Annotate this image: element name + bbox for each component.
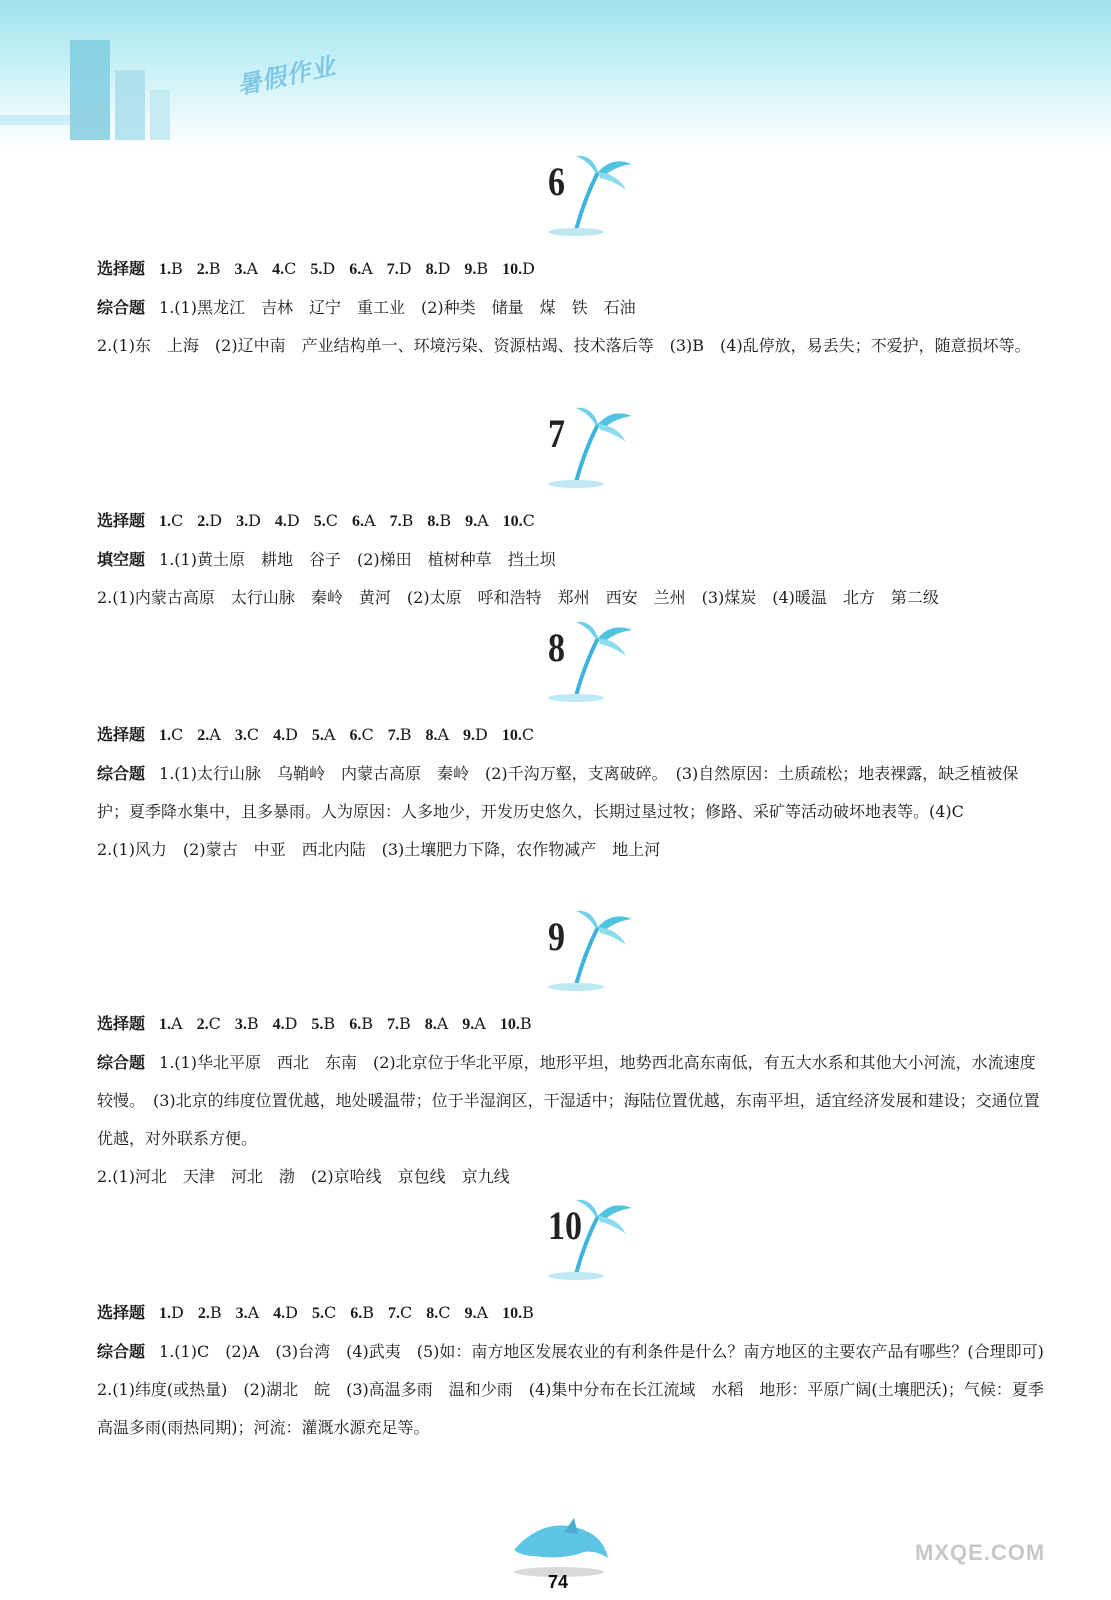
answer-text: 2.(1)东 上海 (2)辽中南 产业结构单一、环境污染、资源枯竭、技术落后等 (3)B (4)乱停放，易丢失；不爱护，随意损坏等。 <box>97 336 1031 355</box>
choice-answer <box>159 259 183 278</box>
answer-letter: D <box>285 1303 298 1322</box>
question-number: 1. <box>159 727 172 744</box>
question-number: 9. <box>465 513 478 530</box>
answer-letter: D <box>437 259 451 278</box>
answer-letter: C <box>325 511 338 530</box>
answer-letter: C <box>522 511 535 530</box>
answer-letter: D <box>171 1303 184 1322</box>
question-number: 5. <box>310 261 323 278</box>
answer-line <box>97 1005 1047 1044</box>
answer-letter: A <box>361 259 373 278</box>
choice-answer <box>235 725 259 744</box>
choice-answer <box>387 259 412 278</box>
answer-line <box>97 502 1047 541</box>
choice-answer <box>425 725 449 744</box>
answer-line <box>97 1044 1047 1158</box>
section-number: 7 <box>548 411 565 456</box>
answer-letter: A <box>247 1303 260 1322</box>
choice-answer <box>350 1303 374 1322</box>
choice-answer <box>235 259 259 278</box>
choice-answer <box>312 725 336 744</box>
choice-answer <box>464 259 488 278</box>
answer-line <box>97 579 1047 617</box>
section-header <box>0 616 1111 716</box>
question-number: 10. <box>502 1305 523 1322</box>
answer-letter: A <box>436 1014 449 1033</box>
answer-line <box>97 1294 1047 1333</box>
choice-answer <box>272 259 296 278</box>
answer-letter: B <box>401 511 414 530</box>
question-number: 6. <box>349 1016 362 1033</box>
choice-answer <box>465 1303 489 1322</box>
answer-letter: B <box>398 1014 411 1033</box>
choice-answer <box>197 511 222 530</box>
header-building-art <box>0 0 400 150</box>
section-number: 10 <box>548 1203 582 1248</box>
question-type-label: 填空题 <box>97 550 146 569</box>
question-number: 2. <box>197 513 210 530</box>
question-number: 5. <box>311 727 324 744</box>
answer-line <box>97 250 1047 289</box>
choice-answer <box>159 1014 183 1033</box>
question-type-label: 选择题 <box>97 1303 146 1322</box>
choice-answer <box>236 511 261 530</box>
answer-letter: C <box>400 1303 413 1322</box>
choice-answer <box>502 259 535 278</box>
answer-letter: B <box>439 511 452 530</box>
section-header <box>0 150 1111 250</box>
answer-letter: B <box>361 1014 373 1033</box>
answer-letter: B <box>362 1303 375 1322</box>
answer-letter: C <box>521 725 535 744</box>
question-number: 1. <box>159 261 172 278</box>
answer-letter: B <box>522 1303 534 1322</box>
answer-text: 1.(1)华北平原 西北 东南 (2)北京位于华北平原，地形平坦，地势西北高东南低，有五大水系和其他大小河流，水流速度较慢。 (3)北京的纬度位置优越，地处暖温带；位于半湿润区，干湿适中；海陆位置优越，东南平坦，适宜经济发展和建设；交通位置优越，对外联系方便。 <box>97 1053 1040 1148</box>
answer-text: 1.(1)太行山脉 乌鞘岭 内蒙古高原 秦岭 (2)千沟万壑，支离破碎。 (3)自然原因：土质疏松；地表裸露，缺乏植被保护；夏季降水集中，且多暴雨。人为原因：人多地少，开发历史悠久，长期过垦过牧；修路、采矿等活动破坏地表等。(4)C <box>97 764 1019 821</box>
section-10 <box>0 1194 1111 1447</box>
answer-line <box>97 1333 1047 1371</box>
question-number: 7. <box>388 1305 401 1322</box>
question-number: 4. <box>274 513 287 530</box>
answer-letter: C <box>284 259 297 278</box>
answer-letter: A <box>246 259 259 278</box>
answer-letter: A <box>474 1014 486 1033</box>
answer-letter: C <box>246 725 260 744</box>
choice-answer <box>197 259 221 278</box>
question-number: 2. <box>197 727 210 744</box>
choice-answer <box>159 725 183 744</box>
answer-letter: C <box>208 1014 221 1033</box>
choice-answer <box>352 511 376 530</box>
section-number: 6 <box>548 159 565 204</box>
choice-answer <box>427 511 451 530</box>
watermark: MXQE.COM <box>915 1540 1046 1565</box>
choice-answer <box>349 259 373 278</box>
choice-answer <box>426 259 451 278</box>
answer-line <box>97 327 1047 365</box>
choice-answer <box>311 1014 335 1033</box>
section-9 <box>0 905 1111 1196</box>
choice-answer <box>312 1303 336 1322</box>
answer-text: 2.(1)河北 天津 河北 渤 (2)京哈线 京包线 京九线 <box>97 1167 510 1186</box>
answer-text: 2.(1)风力 (2)蒙古 中亚 西北内陆 (3)土壤肥力下降，农作物减产 地上河 <box>97 840 661 859</box>
answer-letter: D <box>285 725 298 744</box>
answer-letter: B <box>399 725 412 744</box>
answer-letter: D <box>284 1014 298 1033</box>
question-number: 1. <box>159 1305 172 1322</box>
choice-answer <box>502 725 534 744</box>
question-type-label: 选择题 <box>97 259 146 278</box>
choice-answer <box>310 259 335 278</box>
question-number: 2. <box>197 1305 210 1322</box>
answer-letter: C <box>361 725 374 744</box>
question-number: 8. <box>424 1016 437 1033</box>
question-number: 8. <box>425 261 438 278</box>
choice-answer <box>425 1014 449 1033</box>
choice-answer <box>349 725 373 744</box>
question-number: 7. <box>386 1016 399 1033</box>
answer-line <box>97 716 1047 755</box>
section-header <box>0 1194 1111 1294</box>
question-number: 3. <box>234 1016 247 1033</box>
question-number: 6. <box>352 513 364 530</box>
question-number: 3. <box>236 513 249 530</box>
answer-letter: C <box>171 725 184 744</box>
question-type-label: 选择题 <box>97 725 146 744</box>
question-number: 1. <box>159 513 172 530</box>
question-number: 4. <box>273 1305 286 1322</box>
answer-letter: D <box>322 259 336 278</box>
section-7 <box>0 402 1111 617</box>
choice-answer <box>275 511 300 530</box>
question-number: 4. <box>272 261 285 278</box>
choice-answer <box>465 511 489 530</box>
answer-letter: C <box>438 1303 451 1322</box>
answer-line <box>97 1158 1047 1196</box>
answer-letter: D <box>398 259 412 278</box>
answer-letter: D <box>248 511 261 530</box>
choice-answer <box>198 1303 222 1322</box>
question-number: 5. <box>312 1305 324 1322</box>
choice-answer <box>426 1303 450 1322</box>
choice-answer <box>273 1014 298 1033</box>
answer-letter: A <box>476 1303 489 1322</box>
choice-answer <box>159 511 183 530</box>
answer-letter: A <box>171 1014 183 1033</box>
answer-text: 2.(1)内蒙古高原 太行山脉 秦岭 黄河 (2)太原 呼和浩特 郑州 西安 兰州 (3)煤炭 (4)暖温 北方 第二级 <box>97 588 939 607</box>
question-type-label: 综合题 <box>97 298 146 317</box>
question-type-label: 选择题 <box>97 1014 146 1033</box>
answer-line <box>97 289 1047 327</box>
answer-text: 1.(1)黄土原 耕地 谷子 (2)梯田 植树种草 挡土坝 <box>159 550 556 569</box>
section-8 <box>0 616 1111 869</box>
answer-letter: B <box>519 1014 532 1033</box>
answer-letter: D <box>209 511 223 530</box>
section-header <box>0 402 1111 502</box>
answer-letter: A <box>364 511 376 530</box>
section-number: 9 <box>548 914 565 959</box>
choice-answer <box>463 725 488 744</box>
question-number: 6. <box>349 261 362 278</box>
choice-answer <box>502 1303 534 1322</box>
answer-letter: D <box>286 511 300 530</box>
question-type-label: 综合题 <box>97 1342 146 1361</box>
choice-answer <box>462 1014 486 1033</box>
question-number: 10. <box>499 1016 520 1033</box>
answer-letter: B <box>476 259 489 278</box>
answer-line <box>97 831 1047 869</box>
answer-letter: B <box>208 259 221 278</box>
choice-answer <box>503 511 535 530</box>
answer-line <box>97 541 1047 579</box>
question-number: 2. <box>196 261 209 278</box>
answer-line <box>97 755 1047 831</box>
question-number: 10. <box>501 727 522 744</box>
section-number: 8 <box>548 625 565 670</box>
question-number: 9. <box>463 727 476 744</box>
answer-letter: A <box>209 725 221 744</box>
question-number: 4. <box>273 727 286 744</box>
section-6 <box>0 150 1111 365</box>
choice-answer <box>314 511 338 530</box>
question-number: 3. <box>234 261 247 278</box>
answer-letter: B <box>209 1303 222 1322</box>
choice-answer <box>388 725 412 744</box>
question-number: 1. <box>159 1016 172 1033</box>
choice-answer <box>349 1014 373 1033</box>
question-number: 8. <box>426 1305 439 1322</box>
choice-answer <box>273 725 298 744</box>
question-number: 7. <box>387 727 400 744</box>
question-number: 9. <box>462 1016 475 1033</box>
choice-answer <box>273 1303 298 1322</box>
answer-text: 1.(1)C (2)A (3)台湾 (4)武夷 (5)如：南方地区发展农业的有利条件是什么？南方地区的主要农产品有哪些？(合理即可) <box>159 1342 1044 1361</box>
choice-answer <box>197 725 221 744</box>
question-number: 3. <box>234 727 247 744</box>
question-number: 2. <box>196 1016 209 1033</box>
question-number: 3. <box>235 1305 248 1322</box>
question-number: 8. <box>427 513 440 530</box>
answer-letter: A <box>437 725 450 744</box>
choice-answer <box>390 511 414 530</box>
page-number: 74 <box>548 1572 569 1592</box>
question-number: 8. <box>425 727 438 744</box>
answer-text: 1.(1)黑龙江 吉林 辽宁 重工业 (2)种类 储量 煤 铁 石油 <box>159 298 636 317</box>
answer-letter: B <box>171 259 183 278</box>
question-number: 6. <box>350 1305 363 1322</box>
question-number: 4. <box>272 1016 285 1033</box>
choice-answer <box>500 1014 532 1033</box>
answer-letter: D <box>522 259 535 278</box>
choice-answer <box>387 1014 411 1033</box>
question-number: 10. <box>502 513 523 530</box>
question-number: 7. <box>386 261 399 278</box>
answer-letter: A <box>477 511 489 530</box>
answer-letter: C <box>324 1303 337 1322</box>
question-number: 5. <box>313 513 326 530</box>
dolphin-icon <box>504 1510 614 1580</box>
answer-text: 2.(1)纬度(或热量) (2)湖北 皖 (3)高温多雨 温和少雨 (4)集中分布在长江流域 水稻 地形：平原广阔(土壤肥沃)；气候：夏季高温多雨(雨热同期)；河流：灌溉水源充足等。 <box>97 1380 1044 1437</box>
choice-answer <box>197 1014 221 1033</box>
answer-letter: A <box>323 725 336 744</box>
question-number: 7. <box>389 513 402 530</box>
answer-letter: B <box>246 1014 259 1033</box>
header-logo: 暑假作业 <box>234 51 339 101</box>
question-number: 10. <box>502 261 523 278</box>
choice-answer <box>159 1303 184 1322</box>
question-type-label: 选择题 <box>97 511 146 530</box>
section-header <box>0 905 1111 1005</box>
answer-letter: B <box>323 1014 336 1033</box>
question-type-label: 综合题 <box>97 764 146 783</box>
question-number: 6. <box>349 727 362 744</box>
choice-answer <box>235 1014 259 1033</box>
question-number: 5. <box>311 1016 324 1033</box>
choice-answer <box>388 1303 412 1322</box>
answer-line <box>97 1371 1047 1447</box>
question-number: 9. <box>464 1305 477 1322</box>
question-type-label: 综合题 <box>97 1053 146 1072</box>
answer-letter: C <box>171 511 184 530</box>
answer-letter: D <box>475 725 488 744</box>
question-number: 9. <box>464 261 477 278</box>
choice-answer <box>236 1303 260 1322</box>
